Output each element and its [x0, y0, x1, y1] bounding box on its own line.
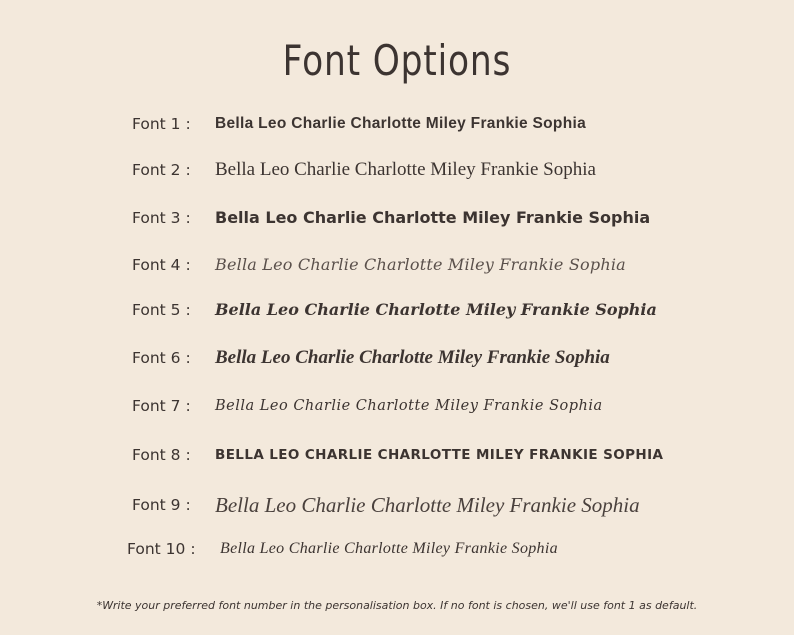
font-sample: BELLA LEO CHARLIE CHARLOTTE MILEY FRANKIE SOPHIA: [215, 447, 664, 463]
font-option-row: [0, 440, 794, 470]
font-sample: Bella Leo Charlie Charlotte Miley Frankie Sophia: [215, 300, 657, 319]
font-sample: Bella Leo Charlie Charlotte Miley Frankie Sophia: [220, 540, 558, 557]
font-option-row: [0, 343, 794, 373]
font-option-row: [0, 203, 794, 233]
font-label: Font 3 :: [132, 209, 191, 227]
font-sample: Bella Leo Charlie Charlotte Miley Frankie Sophia: [215, 398, 603, 414]
font-sample: Bella Leo Charlie Charlotte Miley Frankie Sophia: [215, 493, 640, 517]
font-option-row: [0, 490, 794, 520]
font-sample: Bella Leo Charlie Charlotte Miley Frankie Sophia: [215, 208, 651, 227]
font-label: Font 5 :: [132, 301, 191, 319]
font-label: Font 10 :: [127, 540, 196, 558]
font-sample: Bella Leo Charlie Charlotte Miley Frankie Sophia: [215, 347, 610, 368]
font-label: Font 9 :: [132, 496, 191, 514]
font-label: Font 8 :: [132, 446, 191, 464]
font-option-row: [0, 295, 794, 325]
font-sample: Bella Leo Charlie Charlotte Miley Frankie Sophia: [215, 115, 586, 132]
font-option-row: [0, 155, 794, 185]
font-label: Font 2 :: [132, 161, 191, 179]
font-sample: Bella Leo Charlie Charlotte Miley Frankie Sophia: [215, 159, 596, 180]
page-title: Font Options: [282, 36, 512, 85]
font-option-row: [0, 250, 794, 280]
font-sample: Bella Leo Charlie Charlotte Miley Frankie Sophia: [215, 255, 626, 274]
font-label: Font 6 :: [132, 349, 191, 367]
font-label: Font 4 :: [132, 256, 191, 274]
font-label: Font 1 :: [132, 115, 191, 133]
font-label: Font 7 :: [132, 397, 191, 415]
font-option-row: [0, 391, 794, 421]
font-option-row: [0, 534, 794, 564]
footnote: *Write your preferred font number in the personalisation box. If no font is chosen, we'll use font 1 as default.: [96, 599, 698, 612]
font-option-row: [0, 109, 794, 139]
